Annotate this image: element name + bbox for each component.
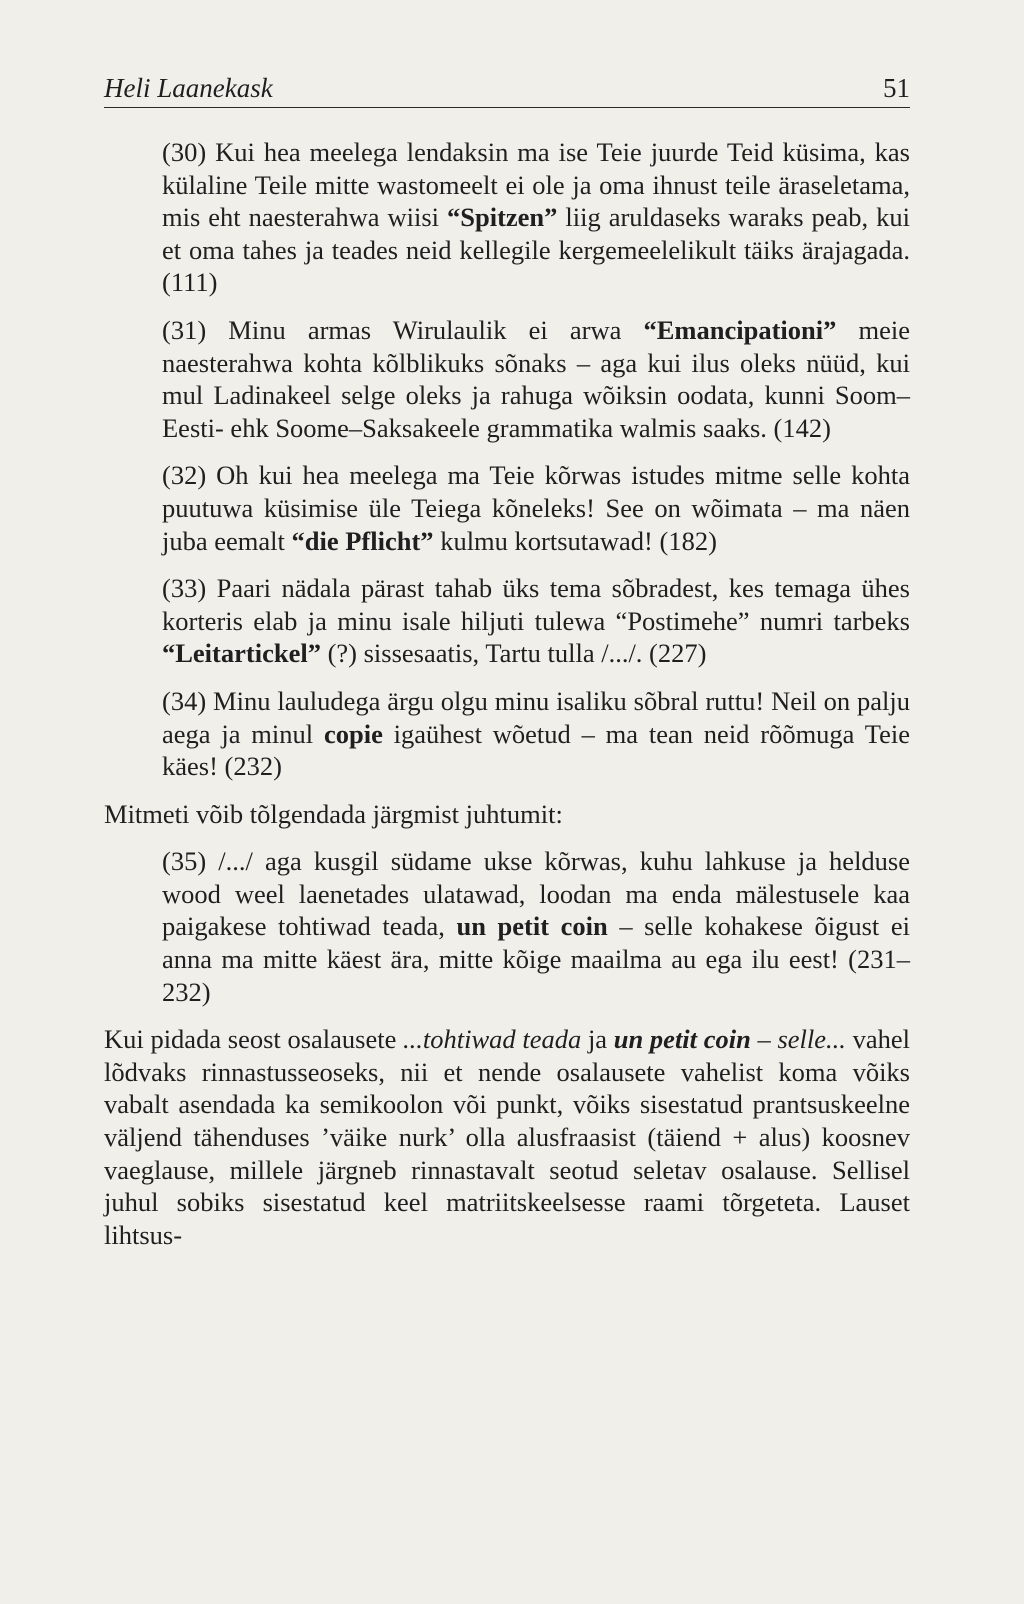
example-text: Minu lauludega ärgu olgu minu isaliku sõbral ruttu! Neil on palju aega ja minul xyxy=(162,685,910,749)
example-number: (34) xyxy=(162,685,207,716)
analysis-paragraph xyxy=(104,1023,910,1251)
quoted-fragment: selle... xyxy=(777,1024,846,1055)
foreign-word: copie xyxy=(323,718,383,749)
foreign-word: “Emancipationi” xyxy=(643,314,837,345)
example-text: meie naesterahwa kohta kõlblikuks sõnaks – aga kui ilus oleks nüüd, kui mul Ladinakeel selge oleks ja rahuga wõiksin oodata, kunni Soom–Eesti- ehk Soome–Saksakeele grammatika walmis saaks. (142) xyxy=(162,314,910,443)
intro-paragraph: Mitmeti võib tõlgendada järgmist juhtumit: xyxy=(104,798,563,829)
header-author: Heli Laanekask xyxy=(104,73,273,103)
foreign-word: un petit coin xyxy=(456,911,608,942)
quoted-fragment: ...tohtiwad teada xyxy=(403,1024,582,1055)
example-text: igaühest wõetud – ma tean neid rõõmuga Teie käes! (232) xyxy=(162,718,911,782)
example-text: liig aruldaseks waraks peab, kui et oma tahes ja teades neid kellegile kergemeelelikult täiks ärajagada. (111) xyxy=(162,202,910,298)
example-30 xyxy=(162,136,910,299)
example-text: (?) sissesaatis, Tartu tulla /.../. (227) xyxy=(320,638,707,669)
example-34 xyxy=(162,685,910,783)
example-number: (32) xyxy=(162,460,207,491)
paragraph-text: ja xyxy=(581,1024,614,1055)
example-text: – selle kohakese õigust ei anna ma mitte käest ära, mitte kõige maailma au ega ilu eest! (231–232) xyxy=(162,911,911,1007)
example-number: (35) xyxy=(162,846,207,877)
example-text: Kui hea meelega lendaksin ma ise Teie juurde Teid küsima, kas külaline Teile mitte wastomeelt ei ole ja oma ihnust teile äraseletama, mis eht naesterahwa wiisi xyxy=(162,137,910,233)
paragraph-text: Kui pidada seost osalausete xyxy=(104,1024,404,1055)
example-33 xyxy=(162,572,910,670)
example-number: (31) xyxy=(162,314,207,345)
example-text: Paari nädala pärast tahab üks tema sõbradest, kes temaga ühes korteris elab ja minu isale hiljuti tulewa “Postimehe” numri tarbeks xyxy=(162,573,910,636)
foreign-word: “Spitzen” xyxy=(447,202,558,233)
example-35 xyxy=(162,845,910,1008)
example-number: (30) xyxy=(162,137,207,167)
example-number: (33) xyxy=(162,573,207,604)
paragraph-text: – xyxy=(750,1024,778,1055)
example-31 xyxy=(162,314,910,444)
foreign-word: “die Pflicht” xyxy=(291,525,434,556)
example-text: Minu armas Wirulaulik ei arwa xyxy=(228,314,644,345)
running-header xyxy=(104,72,910,108)
example-32 xyxy=(162,459,910,557)
page-number: 51 xyxy=(883,73,910,103)
paragraph-text: vahel lõdvaks rinnastusseoseks, nii et nende osalausete vahelist koma võiks vabalt asendada ka semikoolon või punkt, võiks sisestatud prantsuskeelne väljend tähenduses ’väike nurk’ olla alusfraasist (täiend + alus) koosnev vaeglause, millele järgneb rinnastavalt seotud seletav osalause. Sellisel juhul sobiks sisestatud keel matriitskeelsesse raami tõrgeteta. Lauset lihtsus- xyxy=(104,1024,910,1250)
page-body xyxy=(104,136,910,1266)
foreign-word: “Leitartickel” xyxy=(162,638,321,669)
foreign-phrase: un petit coin xyxy=(613,1024,751,1055)
example-text: /.../ aga kusgil südame ukse kõrwas, kuhu lahkuse ja helduse wood weel laenetades ulatawad, loodan ma enda mälestusele kaa paigakese tohtiwad teada, xyxy=(162,846,911,942)
example-text: Oh kui hea meelega ma Teie kõrwas istudes mitme selle kohta puutuwa küsimise üle Teiega kõneleks! See on wõimata – ma näen juba eemalt xyxy=(162,460,910,556)
example-text: kulmu kortsutawad! (182) xyxy=(433,525,717,556)
